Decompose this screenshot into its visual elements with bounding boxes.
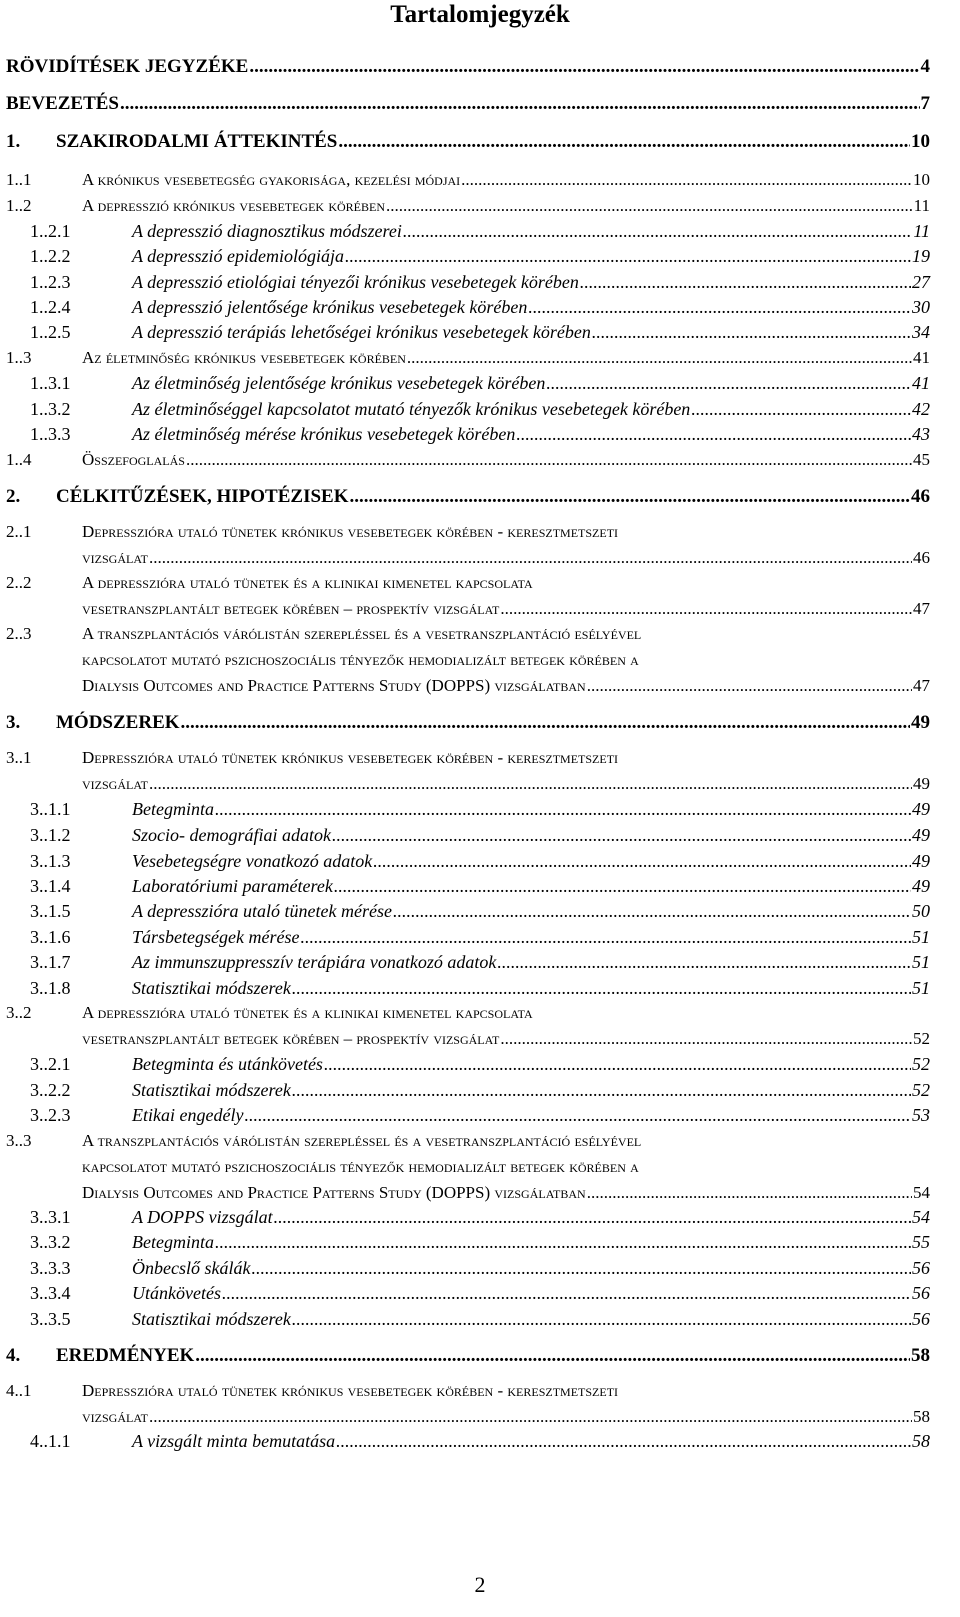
dot-leader <box>587 676 912 696</box>
toc-entry-title: MÓDSZEREK <box>56 712 180 733</box>
toc-entry[interactable] <box>0 1345 960 1373</box>
toc-entry[interactable] <box>0 221 960 249</box>
toc-entry-number: 2..1 <box>6 522 32 541</box>
toc-entry-number: 3..2.3 <box>30 1105 71 1125</box>
toc-entry-title: A depresszió epidemiológiája <box>132 246 344 266</box>
toc-entry-number: 1..4 <box>6 450 32 469</box>
toc-entry-page: 49 <box>913 774 930 793</box>
toc-entry-number: 3..1.3 <box>30 851 71 871</box>
toc-entry[interactable] <box>0 424 960 452</box>
dot-leader <box>546 373 911 394</box>
dot-leader <box>195 1345 910 1367</box>
toc-entry-page: 49 <box>912 799 930 819</box>
page-title: Tartalomjegyzék <box>390 1 570 28</box>
toc-entry[interactable] <box>0 522 960 567</box>
toc-entry-number: 3..2.1 <box>30 1054 71 1074</box>
dot-leader <box>500 599 912 619</box>
dot-leader <box>324 1054 911 1075</box>
toc-entry-number: 1..2.5 <box>30 322 71 342</box>
toc-entry-number: 3..3.5 <box>30 1309 71 1329</box>
dot-leader <box>215 799 911 820</box>
toc-entry-page: 45 <box>913 450 930 469</box>
toc-entry-title: Betegminta és utánkövetés <box>132 1054 323 1074</box>
toc-entry-page: 58 <box>912 1431 930 1451</box>
dot-leader <box>292 1080 911 1101</box>
toc-entry[interactable] <box>0 712 960 740</box>
toc-entry-number: 3..3.3 <box>30 1258 71 1278</box>
toc-entry-page: 49 <box>911 712 930 733</box>
toc-entry-number: 1..3.3 <box>30 424 71 444</box>
toc-entry-page: 52 <box>912 1054 930 1074</box>
toc-entry-page: 11 <box>913 196 930 215</box>
toc-entry-title: Önbecslő skálák <box>132 1258 251 1278</box>
toc-entry[interactable] <box>0 1080 960 1108</box>
toc-entry-title: A depresszió diagnosztikus módszerei <box>132 221 402 241</box>
toc-entry[interactable] <box>0 348 960 376</box>
toc-entry-title: Az életminőséggel kapcsolatot mutató tényezők krónikus vesebetegek körében <box>132 399 691 419</box>
toc-entry-page: 55 <box>912 1232 930 1252</box>
toc-entry-title: Az életminőség jelentősége krónikus vesebetegek körében <box>132 373 546 393</box>
toc-entry[interactable] <box>0 1105 960 1133</box>
toc-entry-number: 3..3.4 <box>30 1283 71 1303</box>
toc-entry-title-continued: vesetranszplantált betegek körében – prospektív vizsgálat <box>82 1029 500 1048</box>
toc-entry-number: 1..3 <box>6 348 32 367</box>
dot-leader <box>181 712 910 734</box>
toc-entry-title: A depresszióra utaló tünetek mérése <box>132 901 392 921</box>
toc-entry-title: EREDMÉNYEK <box>56 1345 195 1366</box>
toc-entry-page: 56 <box>912 1283 930 1303</box>
toc-entry[interactable] <box>0 1207 960 1235</box>
toc-entry-number: 3..2 <box>6 1003 32 1022</box>
toc-entry[interactable] <box>0 450 960 478</box>
toc-entry[interactable] <box>0 272 960 300</box>
toc-entry-page: 51 <box>912 927 930 947</box>
toc-entry-title: Betegminta <box>132 1232 214 1252</box>
dot-leader <box>373 851 911 872</box>
toc-entry-page: 41 <box>912 373 930 393</box>
toc-entry-number: 3..3 <box>6 1131 32 1150</box>
toc-entry[interactable] <box>0 876 960 904</box>
toc-entry-title: Utánkövetés <box>132 1283 221 1303</box>
toc-entry[interactable] <box>0 93 960 121</box>
toc-entry[interactable] <box>0 825 960 853</box>
dot-leader <box>336 1431 911 1452</box>
toc-entry-number: 3..1.7 <box>30 952 71 972</box>
toc-entry[interactable] <box>0 952 960 980</box>
toc-entry-number: 3..2.2 <box>30 1080 71 1100</box>
toc-entry-title: Az életminőség krónikus vesebetegek körében <box>82 348 406 367</box>
toc-entry-page: 50 <box>912 901 930 921</box>
toc-entry-title-continued: vizsgálat <box>82 774 148 793</box>
toc-entry-page: 51 <box>912 978 930 998</box>
toc-entry-title: Depresszióra utaló tünetek krónikus vesebetegek körében - keresztmetszeti <box>82 1381 619 1400</box>
toc-entry-page: 56 <box>912 1258 930 1278</box>
dot-leader <box>350 486 911 508</box>
toc-entry-title-continued: vizsgálat <box>82 1407 148 1426</box>
toc-entry-number: 1..2 <box>6 196 32 215</box>
dot-leader <box>149 1407 912 1427</box>
dot-leader <box>149 548 912 568</box>
toc-entry-title: Szocio- demográfiai adatok <box>132 825 331 845</box>
toc-entry-number: 3..1.5 <box>30 901 71 921</box>
toc-entry[interactable] <box>0 1381 960 1426</box>
dot-leader <box>334 876 911 897</box>
toc-entry-title: A DOPPS vizsgálat <box>132 1207 273 1227</box>
toc-entry-page: 7 <box>920 93 930 114</box>
toc-entry-page: 41 <box>913 348 930 367</box>
toc-entry-title: A depresszió terápiás lehetőségei krónikus vesebetegek körében <box>132 322 591 342</box>
toc-entry-title: Laboratóriumi paraméterek <box>132 876 333 896</box>
toc-entry[interactable] <box>0 901 960 929</box>
dot-leader <box>215 1232 911 1253</box>
toc-entry-page: 10 <box>911 131 930 152</box>
dot-leader <box>332 825 911 846</box>
toc-entry-number: 1..2.2 <box>30 246 71 266</box>
toc-entry-number: 1..3.2 <box>30 399 71 419</box>
toc-entry-page: 4 <box>920 56 930 77</box>
toc-entry-page: 46 <box>913 548 930 567</box>
toc-entry-title-continued: vizsgálat <box>82 548 148 567</box>
dot-leader <box>497 952 911 973</box>
toc-entry-page: 53 <box>912 1105 930 1125</box>
toc-entry[interactable] <box>0 196 960 224</box>
toc-entry-number: 1..3.1 <box>30 373 71 393</box>
toc-entry-page: 54 <box>913 1183 930 1202</box>
toc-entry-page: 52 <box>912 1080 930 1100</box>
dot-leader <box>345 246 911 267</box>
toc-entry-page: 43 <box>912 424 930 444</box>
dot-leader <box>338 131 910 153</box>
dot-leader <box>592 322 911 343</box>
toc-entry-number: 2. <box>6 486 21 507</box>
toc-entry-title-continued: Dialysis Outcomes and Practice Patterns Study (DOPPS) vizsgálatban <box>82 1183 586 1202</box>
toc-entry[interactable] <box>0 978 960 1006</box>
toc-entry[interactable] <box>0 486 960 514</box>
toc-entry[interactable] <box>0 322 960 350</box>
dot-leader <box>222 1283 911 1304</box>
toc-entry-title: A depresszióra utaló tünetek és a klinikai kimenetel kapcsolata <box>82 573 533 592</box>
dot-leader <box>300 927 911 948</box>
toc-entry-page: 52 <box>913 1029 930 1048</box>
toc-entry-title: Depresszióra utaló tünetek krónikus vesebetegek körében - keresztmetszeti <box>82 522 619 541</box>
toc-entry-title: Az immunszuppresszív terápiára vonatkozó adatok <box>132 952 497 972</box>
toc-entry[interactable] <box>0 927 960 955</box>
toc-entry-title: Az életminőség mérése krónikus vesebetegek körében <box>132 424 516 444</box>
toc-entry[interactable] <box>0 624 960 695</box>
toc-entry-title: A vizsgált minta bemutatása <box>132 1431 336 1451</box>
toc-entry-title: A transzplantációs várólistán szerepléssel és a vesetranszplantáció esélyével <box>82 624 642 643</box>
toc-entry-title: A depresszióra utaló tünetek és a klinikai kimenetel kapcsolata <box>82 1003 533 1022</box>
toc-entry[interactable] <box>0 799 960 827</box>
dot-leader <box>274 1207 911 1228</box>
toc-entry-page: 49 <box>912 876 930 896</box>
dot-leader <box>461 170 912 190</box>
toc-entry-page: 11 <box>913 221 930 241</box>
dot-leader <box>587 1183 912 1203</box>
toc-entry-number: 4. <box>6 1345 21 1366</box>
dot-leader <box>186 450 912 470</box>
toc-entry[interactable] <box>0 1283 960 1311</box>
toc-entry-title: A depresszió jelentősége krónikus vesebetegek körében <box>132 297 528 317</box>
toc-entry-number: 3..1.2 <box>30 825 71 845</box>
dot-leader <box>251 1258 911 1279</box>
dot-leader <box>386 196 913 216</box>
toc-entry-number: 1..1 <box>6 170 32 189</box>
dot-leader <box>292 978 911 999</box>
dot-leader <box>120 93 920 115</box>
toc-entry[interactable] <box>0 1258 960 1286</box>
toc-entry-title: Etikai engedély <box>132 1105 244 1125</box>
toc-entry-page: 54 <box>912 1207 930 1227</box>
toc-entry[interactable] <box>0 1431 960 1459</box>
toc-entry-page: 30 <box>912 297 930 317</box>
dot-leader <box>516 424 911 445</box>
toc-entry[interactable] <box>0 131 960 159</box>
toc-entry[interactable] <box>0 170 960 198</box>
dot-leader <box>149 774 912 794</box>
toc-entry[interactable] <box>0 1232 960 1260</box>
toc-entry[interactable] <box>0 1131 960 1202</box>
toc-entry-title: Statisztikai módszerek <box>132 1309 291 1329</box>
toc-entry-number: 3..3.2 <box>30 1232 71 1252</box>
toc-entry-title: BEVEZETÉS <box>6 93 119 114</box>
dot-leader <box>244 1105 911 1126</box>
toc-entry[interactable] <box>0 56 960 84</box>
toc-entry-page: 58 <box>913 1407 930 1426</box>
toc-entry-page: 51 <box>912 952 930 972</box>
toc-entry-page: 56 <box>912 1309 930 1329</box>
dot-leader <box>393 901 911 922</box>
toc-entry-title: Vesebetegségre vonatkozó adatok <box>132 851 373 871</box>
toc-entry-number: 4..1.1 <box>30 1431 71 1451</box>
toc-entry[interactable] <box>0 1054 960 1082</box>
dot-leader <box>407 348 912 368</box>
toc-entry-number: 1..2.1 <box>30 221 71 241</box>
toc-entry-title: Társbetegségek mérése <box>132 927 300 947</box>
toc-entry-number: 1..2.3 <box>30 272 71 292</box>
toc-entry[interactable] <box>0 573 960 618</box>
toc-entry-title: Statisztikai módszerek <box>132 1080 291 1100</box>
toc-entry[interactable] <box>0 373 960 401</box>
toc-entry-title: CÉLKITŰZÉSEK, HIPOTÉZISEK <box>56 486 349 507</box>
dot-leader <box>580 272 911 293</box>
toc-entry-number: 2..2 <box>6 573 32 592</box>
toc-entry-page: 47 <box>913 599 930 618</box>
toc-entry-page: 10 <box>913 170 930 189</box>
toc-entry-title-continued: vesetranszplantált betegek körében – prospektív vizsgálat <box>82 599 500 618</box>
toc-entry-number: 3..1.8 <box>30 978 71 998</box>
toc-entry[interactable] <box>0 748 960 793</box>
toc-entry-title: A depresszió etiológiai tényezői krónikus vesebetegek körében <box>132 272 579 292</box>
toc-entry-title: Depresszióra utaló tünetek krónikus vesebetegek körében - keresztmetszeti <box>82 748 619 767</box>
toc-entry-title: Összefoglalás <box>82 450 185 469</box>
toc-entry[interactable] <box>0 851 960 879</box>
dot-leader <box>292 1309 911 1330</box>
dot-leader <box>500 1029 912 1049</box>
toc-entry-title: A transzplantációs várólistán szerepléssel és a vesetranszplantáció esélyével <box>82 1131 642 1150</box>
toc-entry-page: 47 <box>913 676 930 695</box>
toc-entry-page: 58 <box>911 1345 930 1366</box>
toc-entry-title: SZAKIRODALMI ÁTTEKINTÉS <box>56 131 338 152</box>
toc-entry-title: Statisztikai módszerek <box>132 978 291 998</box>
toc-entry-number: 3..1 <box>6 748 32 767</box>
toc-entry-number: 3..3.1 <box>30 1207 71 1227</box>
toc-entry[interactable] <box>0 399 960 427</box>
toc-entry-title: Betegminta <box>132 799 214 819</box>
toc-entry-title-continued: kapcsolatot mutató pszichoszociális tényezők hemodializált betegek körében a <box>82 1157 639 1176</box>
dot-leader <box>691 399 911 420</box>
dot-leader <box>249 56 919 78</box>
toc-entry-title: RÖVIDÍTÉSEK JEGYZÉKE <box>6 56 249 77</box>
toc-entry-title: A krónikus vesebetegség gyakorisága, kezelési módjai <box>82 170 461 189</box>
toc-entry-page: 46 <box>911 486 930 507</box>
page-number: 2 <box>474 1572 486 1597</box>
toc-entry[interactable] <box>0 246 960 274</box>
toc-entry-number: 3..1.6 <box>30 927 71 947</box>
toc-entry-number: 3..1.4 <box>30 876 71 896</box>
toc-entry-title: A depresszió krónikus vesebetegek körében <box>82 196 386 215</box>
toc-entry-number: 3..1.1 <box>30 799 71 819</box>
toc-entry-number: 3. <box>6 712 21 733</box>
dot-leader <box>528 297 911 318</box>
toc-entry-number: 1. <box>6 131 21 152</box>
toc-entry-page: 42 <box>912 399 930 419</box>
toc-entry-page: 49 <box>912 825 930 845</box>
toc-entry-page: 49 <box>912 851 930 871</box>
dot-leader <box>403 221 912 242</box>
toc-entry-title-continued: Dialysis Outcomes and Practice Patterns Study (DOPPS) vizsgálatban <box>82 676 586 695</box>
toc-entry-number: 4..1 <box>6 1381 32 1400</box>
toc-entry[interactable] <box>0 1003 960 1048</box>
toc-entry[interactable] <box>0 1309 960 1337</box>
toc-entry-number: 2..3 <box>6 624 32 643</box>
toc-entry-title-continued: kapcsolatot mutató pszichoszociális tényezők hemodializált betegek körében a <box>82 650 639 669</box>
toc-entry-page: 19 <box>912 246 930 266</box>
toc-entry-number: 1..2.4 <box>30 297 71 317</box>
toc-entry-page: 27 <box>912 272 930 292</box>
toc-entry[interactable] <box>0 297 960 325</box>
toc-entry-page: 34 <box>912 322 930 342</box>
